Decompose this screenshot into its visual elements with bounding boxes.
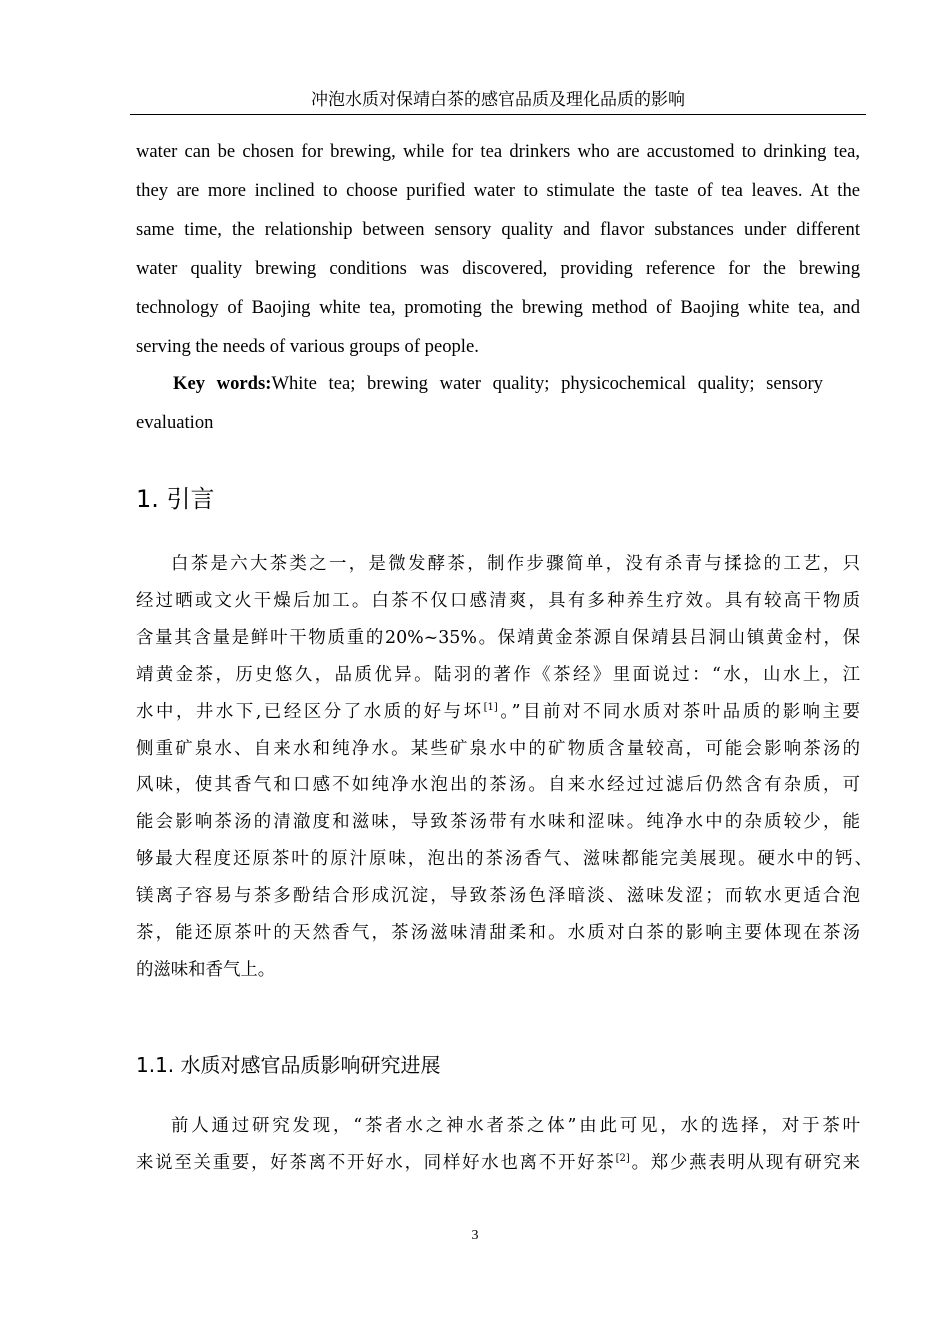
- abstract-paragraph: [136, 132, 860, 366]
- paragraph-line: 白茶是六大茶类之一，是微发酵茶，制作步骤简单，没有杀青与揉捻的工艺，只: [171, 554, 860, 574]
- paragraph-line: 含量其含量是鲜叶干物质重的20%~35%。保靖黄金茶源自保靖县吕洞山镇黄金村，保: [136, 627, 860, 648]
- section-heading-1-1: 1.1. 水质对感官品质影响研究进展: [136, 1053, 441, 1077]
- paragraph-line: 前人通过研究发现，“茶者水之神水者茶之体”由此可见，水的选择，对于茶叶: [171, 1116, 860, 1136]
- citation-text-before: 水中，井水下,已经区分了水质的好与坏: [136, 701, 484, 722]
- paragraph-line: 能会影响茶汤的清澈度和滋味，导致茶汤带有水味和涩味。纯净水中的杂质较少，能: [136, 812, 860, 833]
- section-heading-1: 1. 引言: [136, 485, 215, 513]
- abstract-line: technology of Baojing white tea, promoting the brewing method of Baojing white tea, and: [136, 297, 860, 318]
- paragraph-line: 够最大程度还原茶叶的原汁原味，泡出的茶汤香气、滋味都能完美展现。硬水中的钙、: [136, 849, 872, 870]
- header-rule: [130, 114, 866, 115]
- paragraph-line: 的滋味和香气上。: [136, 959, 276, 980]
- abstract-line: same time, the relationship between sensory quality and flavor substances under different: [136, 219, 860, 240]
- keywords-line-2: evaluation: [136, 412, 214, 433]
- keywords: [136, 364, 860, 442]
- keywords-label: Key words:: [173, 373, 272, 394]
- paragraph-line: 风味，使其香气和口感不如纯净水泡出的茶汤。自来水经过过滤后仍然含有杂质，可: [136, 775, 860, 796]
- abstract-line: water can be chosen for brewing, while for tea drinkers who are accustomed to drinking tea,: [136, 141, 860, 162]
- paragraph-line: 经过晒或文火干燥后加工。白茶不仅口感清爽，具有多种养生疗效。具有较高干物质: [136, 590, 860, 611]
- paragraph-line: 镁离子容易与茶多酚结合形成沉淀，导致茶汤色泽暗淡、滋味发涩；而软水更适合泡: [136, 886, 860, 907]
- abstract-line: water quality brewing conditions was discovered, providing reference for the brewing: [136, 258, 860, 279]
- citation-ref[interactable]: [1]: [483, 701, 498, 713]
- section-1-paragraph: [136, 546, 872, 989]
- paragraph-line: 茶，能还原茶叶的天然香气，茶汤滋味清甜柔和。水质对白茶的影响主要体现在茶汤: [136, 923, 860, 944]
- citation-ref[interactable]: [2]: [615, 1153, 630, 1165]
- abstract-line: they are more inclined to choose purified water to stimulate the taste of tea leaves. At the: [136, 180, 860, 201]
- paragraph-line-with-citation: [136, 694, 860, 731]
- abstract-line: serving the needs of various groups of people.: [136, 336, 479, 357]
- paragraph-line: 侧重矿泉水、自来水和纯净水。某些矿泉水中的矿物质含量较高，可能会影响茶汤的: [136, 738, 860, 759]
- paragraph-line: 靖黄金茶，历史悠久，品质优异。陆羽的著作《茶经》里面说过：“水，山水上，江: [136, 664, 860, 685]
- citation-text-after: 。郑少燕表明从现有研究来: [629, 1152, 860, 1173]
- keywords-text: White tea; brewing water quality; physicochemical quality; sensory: [271, 373, 823, 394]
- citation-text-after: 。”目前对不同水质对茶叶品质的影响主要: [497, 701, 860, 722]
- running-header: 冲泡水质对保靖白茶的感官品质及理化品质的影响: [311, 90, 685, 110]
- page-number: 3: [471, 1228, 479, 1243]
- paragraph-line-with-citation: [136, 1145, 860, 1182]
- keywords-line: [136, 364, 823, 403]
- section-1-1-paragraph: [136, 1108, 860, 1182]
- citation-text-before: 来说至关重要，好茶离不开好水，同样好水也离不开好茶: [136, 1152, 616, 1173]
